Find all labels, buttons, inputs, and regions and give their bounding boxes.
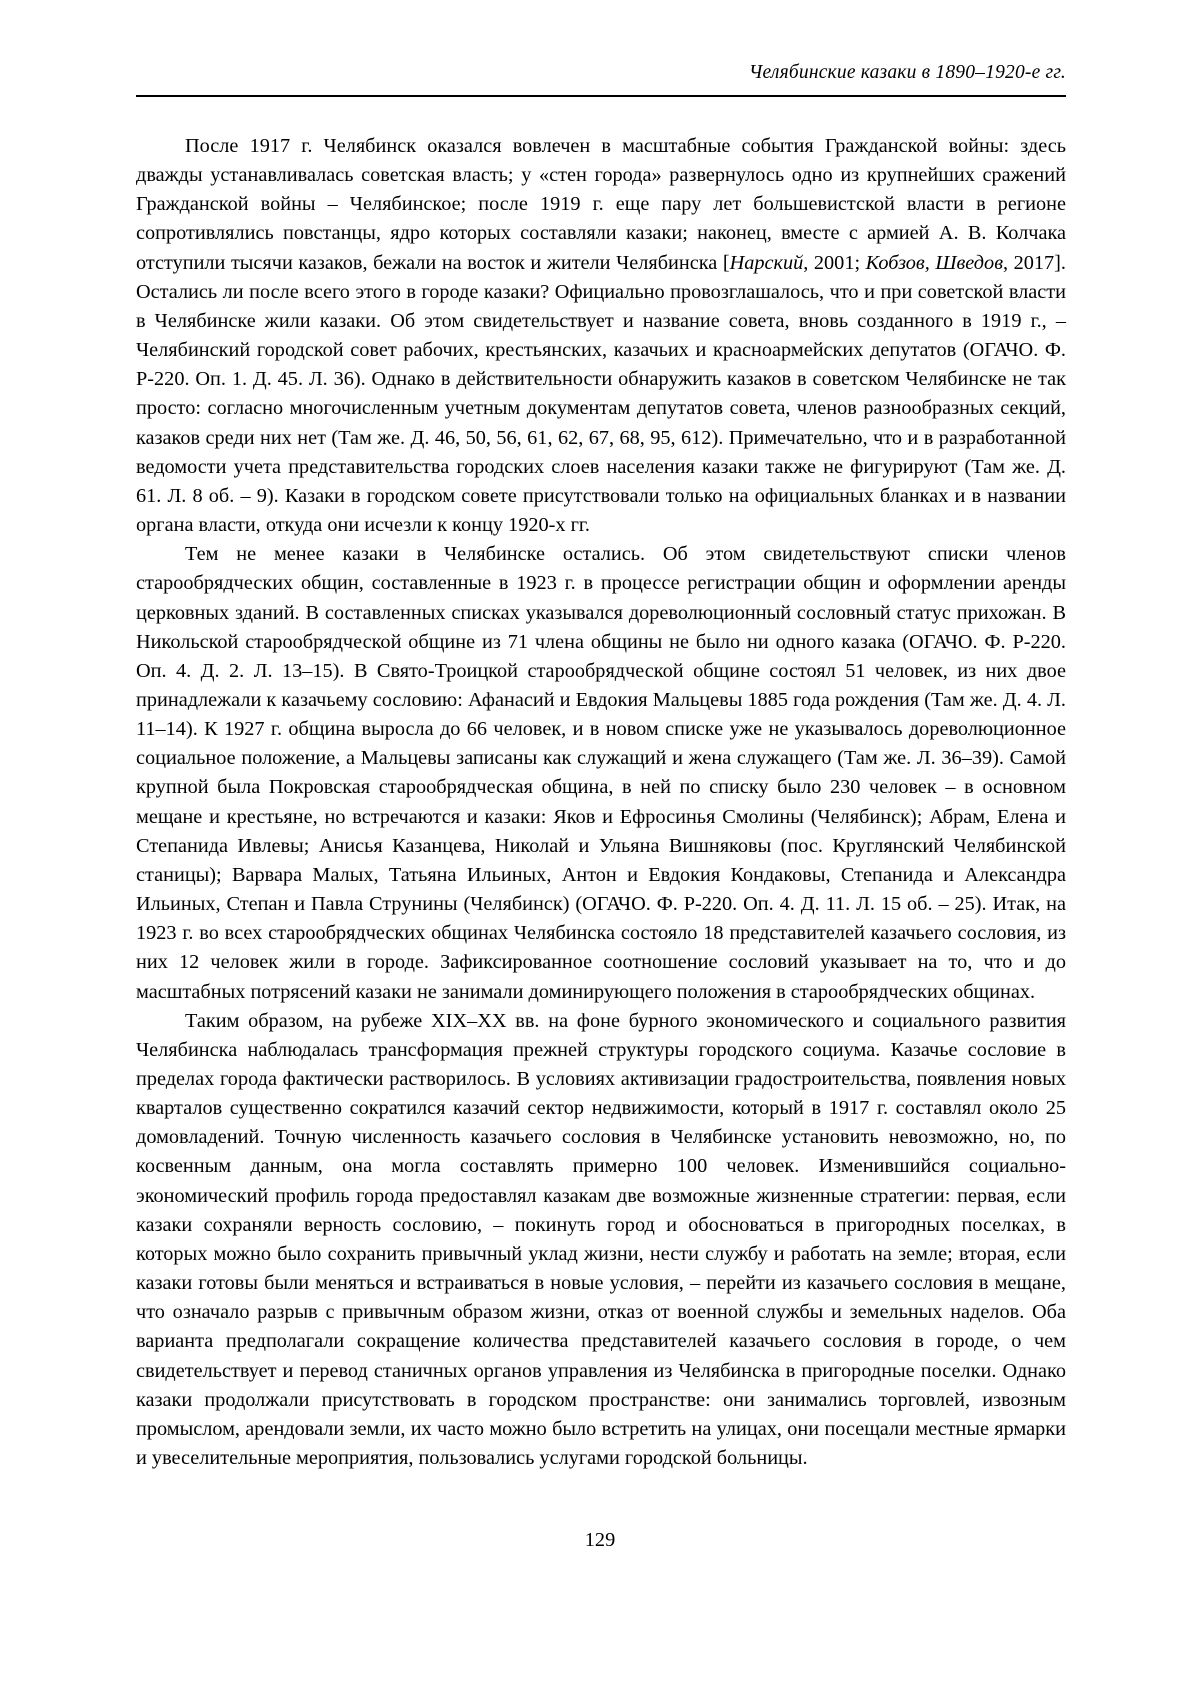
citation-name: Кобзов, Шведов bbox=[865, 251, 1003, 274]
page-number: 129 bbox=[584, 1529, 616, 1551]
citation-name: Нарский bbox=[729, 251, 804, 274]
running-head: Челябинские казаки в 1890–1920-е гг. bbox=[748, 62, 1066, 83]
paragraph-2: Тем не менее казаки в Челябинске остались. Об этом свидетельствуют списки членов старообрядческих общин, составленные в 1923 г. в процессе регистрации общин и оформлении аренды церковных зданий. В составленных списках указывался дореволюционный сословный статус прихожан. В Никольской старообрядческой общине из 71 члена общины не было ни одного казака (ОГАЧО. Ф. Р-220. Оп. 4. Д. 2. Л. 13–15). В Свято-Троицкой старообрядческой общине состоял 51 человек, из них двое принадлежали к казачьему сословию: Афанасий и Евдокия Мальцевы 1885 года рождения (Там же. Д. 4. Л. 11–14). К 1927 г. община выросла до 66 человек, и в новом списке уже не указывалось дореволюционное социальное положение, а Мальцевы записаны как служащий и жена служащего (Там же. Л. 36–39). Самой крупной была Покровская старообрядческая община, в ней по списку было 230 человек – в основном мещане и крестьяне, но встречаются и казаки: Яков и Ефросинья Смолины (Челябинск); Абрам, Елена и Степанида Ивлевы; Анисья Казанцева, Николай и Ульяна Вишняковы (пос. Круглянский Челябинской станицы); Варвара Малых, Татьяна Ильиных, Антон и Евдокия Кондаковы, Степанида и Александра Ильиных, Степан и Павла Струнины (Челябинск) (ОГАЧО. Ф. Р-220. Оп. 4. Д. 11. Л. 15 об. – 25). Итак, на 1923 г. во всех старообрядческих общинах Челябинска состояло 18 представителей казачьего сословия, из них 12 человек жили в городе. Зафиксированное соотношение сословий указывает на то, что и до масштабных потрясений казаки не занимали доминирующего положения в старообрядческих общинах. bbox=[136, 543, 1066, 1003]
header-divider bbox=[136, 95, 1066, 97]
paragraph-3: Таким образом, на рубеже XIX–XX вв. на фоне бурного экономического и социального развития Челябинска наблюдалась трансформация прежней структуры городского социума. Казачье сословие в пределах города фактически растворилось. В условиях активизации градостроительства, появления новых кварталов существенно сократился казачий сектор недвижимости, который в 1917 г. составлял около 25 домовладений. Точную численность казачьего сословия в Челябинске установить невозможно, но, по косвенным данным, она могла составлять примерно 100 человек. Изменившийся социально-экономический профиль города предоставлял казакам две возможные жизненные стратегии: первая, если казаки сохраняли верность сословию, – покинуть город и обосноваться в пригородных поселках, в которых можно было сохранить привычный уклад жизни, нести службу и работать на земле; вторая, если казаки готовы были меняться и встраиваться в новые условия, – перейти из казачьего сословия в мещане, что означало разрыв с привычным образом жизни, отказ от военной службы и земельных наделов. Оба варианта предполагали сокращение количества представителей казачьего сословия в городе, о чем свидетельствует и перевод станичных органов управления из Челябинска в пригородные поселки. Однако казаки продолжали присутствовать в городском пространстве: они занимались торговлей, извозным промыслом, арендовали земли, их часто можно было встретить на улицах, они посещали местные ярмарки и увеселительные мероприятия, пользовались услугами городской больницы. bbox=[136, 1009, 1066, 1470]
paragraph-1: После 1917 г. Челябинск оказался вовлечен в масштабные события Гражданской войны: здесь дважды устанавливалась советская власть; у «стен города» развернулось одно из крупнейших сражений Гражданской войны – Челябинское; после 1919 г. еще пару лет большевистской власти в регионе сопротивлялись повстанцы, ядро которых составляли казаки; наконец, вместе с армией А. В. Колчака отступили тысячи казаков, бежали на восток и жители Челябинска [Нарский, 2001; Кобзов, Шведов, 2017]. Остались ли после всего этого в городе казаки? Официально провозглашалось, что и при советской власти в Челябинске жили казаки. Об этом свидетельствует и название совета, вновь созданного в 1919 г., – Челябинский городской совет рабочих, крестьянских, казачьих и красноармейских депутатов (ОГАЧО. Ф. Р-220. Оп. 1. Д. 45. Л. 36). Однако в действительности обнаружить казаков в советском Челябинске не так просто: согласно многочисленным учетным документам депутатов совета, членов разнообразных секций, казаков среди них нет (Там же. Д. 46, 50, 56, 61, 62, 67, 68, 95, 612). Примечательно, что и в разработанной ведомости учета представительства городских слоев населения казаки также не фигурируют (Там же. Д. 61. Л. 8 об. – 9). Казаки в городском совете присутствовали только на официальных бланках и в названии органа власти, откуда они исчезли к концу 1920-х гг. bbox=[136, 135, 1066, 537]
body-text bbox=[136, 132, 1066, 1473]
